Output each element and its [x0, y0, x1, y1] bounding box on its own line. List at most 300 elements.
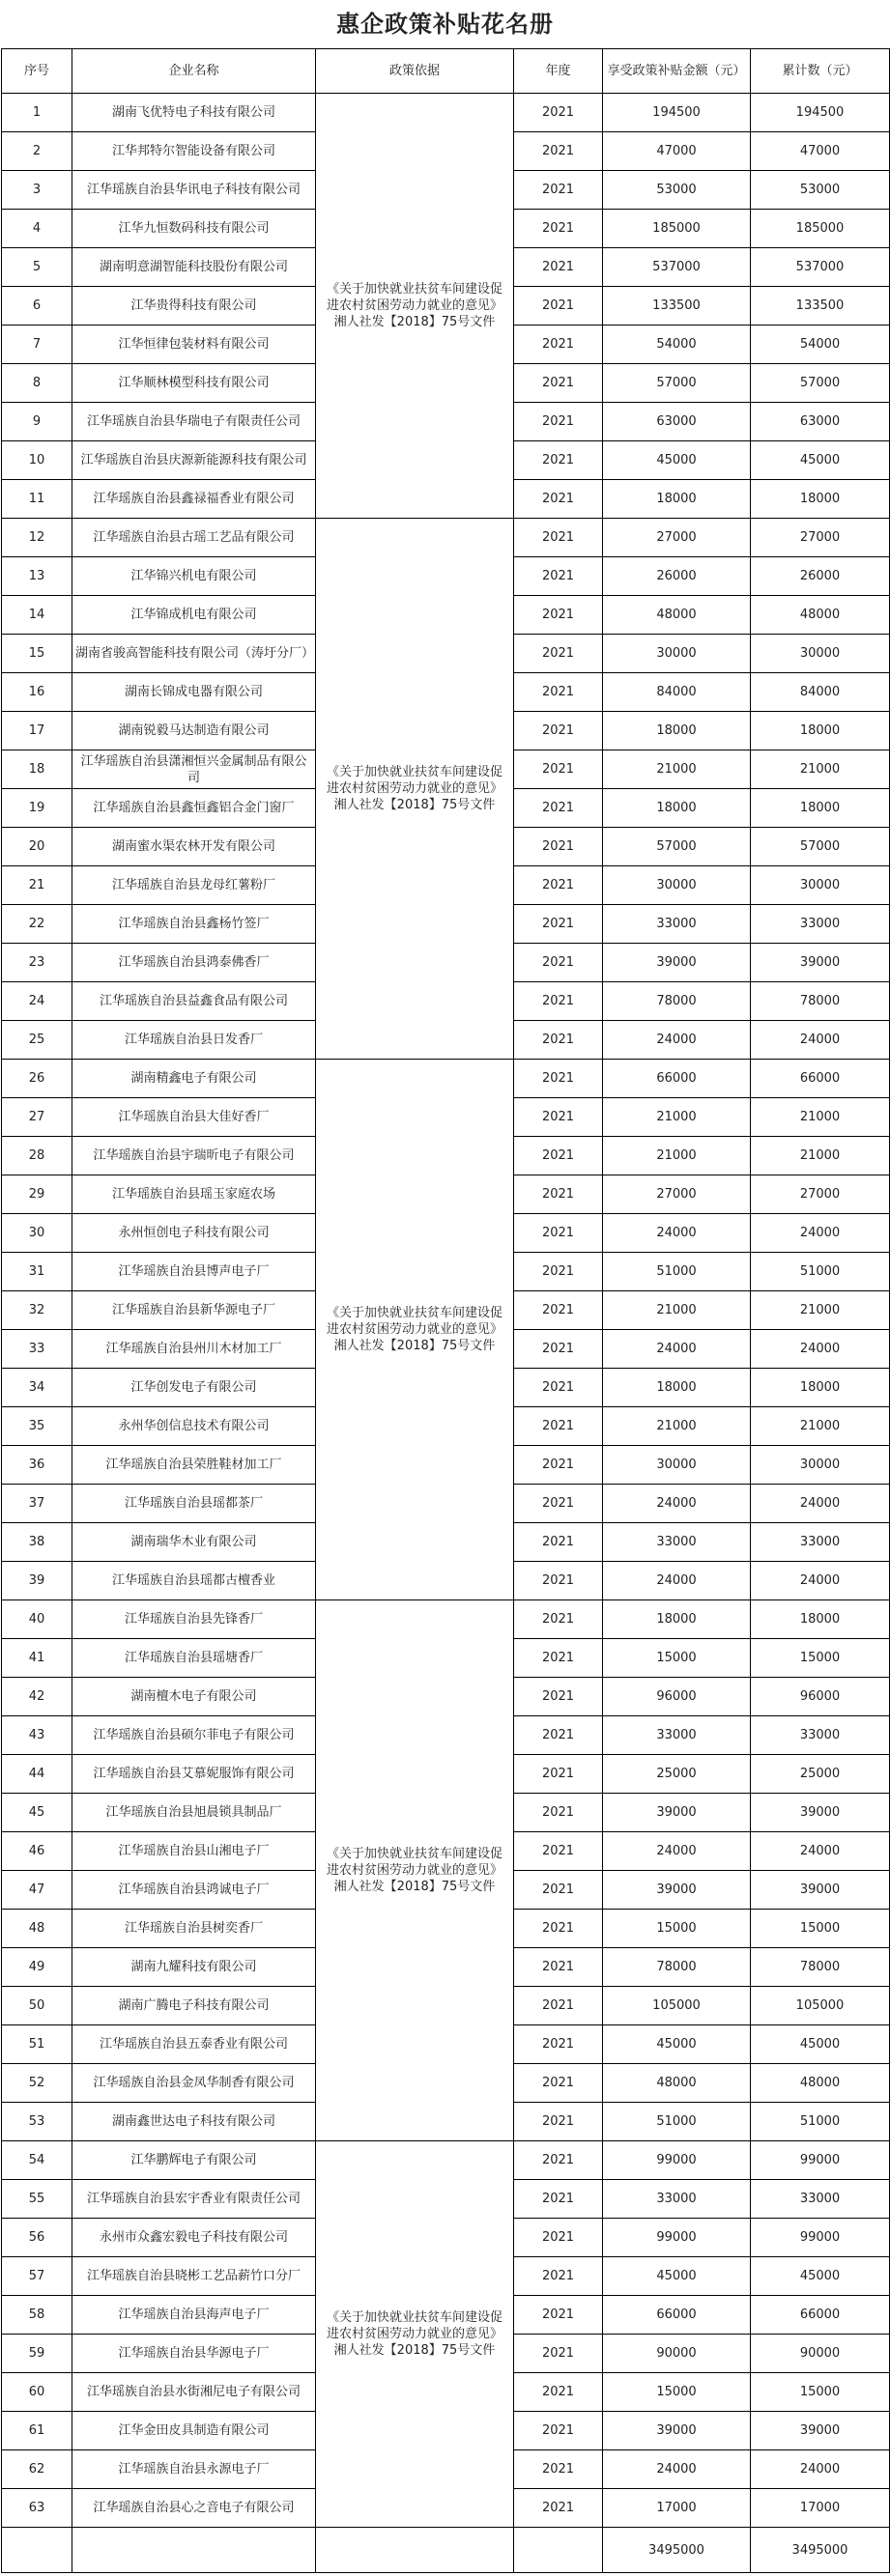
subsidy-amount-cell: 24000	[603, 1021, 751, 1060]
seq-cell: 23	[2, 944, 72, 982]
seq-cell: 17	[2, 712, 72, 750]
seq-cell: 6	[2, 287, 72, 326]
cumulative-amount-cell: 24000	[751, 1021, 890, 1060]
cumulative-amount-cell: 24000	[751, 1832, 890, 1871]
company-name-cell: 江华瑶族自治县山湘电子厂	[72, 1832, 316, 1871]
subsidy-amount-cell: 39000	[603, 1794, 751, 1832]
seq-cell: 13	[2, 557, 72, 596]
company-name-cell: 湖南广腾电子科技有限公司	[72, 1987, 316, 2025]
company-name-cell: 湖南省骏高智能科技有限公司（涛圩分厂）	[72, 635, 316, 673]
cumulative-amount-cell: 15000	[751, 1639, 890, 1678]
table-row	[2, 1600, 890, 1639]
seq-cell: 22	[2, 905, 72, 944]
year-cell: 2021	[514, 2450, 603, 2489]
cumulative-amount-cell: 96000	[751, 1678, 890, 1716]
subsidy-roster-table	[1, 48, 890, 2573]
seq-cell: 15	[2, 635, 72, 673]
company-name-cell: 江华瑶族自治县瑶玉家庭农场	[72, 1175, 316, 1214]
year-cell: 2021	[514, 2412, 603, 2450]
year-cell: 2021	[514, 1214, 603, 1253]
seq-cell: 29	[2, 1175, 72, 1214]
total-policy-cell	[316, 2528, 514, 2573]
seq-cell: 57	[2, 2257, 72, 2296]
cumulative-amount-cell: 33000	[751, 1523, 890, 1562]
year-cell: 2021	[514, 326, 603, 364]
cumulative-amount-cell: 54000	[751, 326, 890, 364]
company-name-cell: 江华瑶族自治县博声电子厂	[72, 1253, 316, 1291]
subsidy-amount-cell: 45000	[603, 441, 751, 480]
subsidy-amount-cell: 18000	[603, 1369, 751, 1407]
year-cell: 2021	[514, 789, 603, 828]
year-cell: 2021	[514, 1060, 603, 1098]
seq-cell: 5	[2, 248, 72, 287]
subsidy-amount-cell: 96000	[603, 1678, 751, 1716]
cumulative-amount-cell: 84000	[751, 673, 890, 712]
seq-cell: 9	[2, 403, 72, 441]
cumulative-amount-cell: 133500	[751, 287, 890, 326]
cumulative-amount-cell: 30000	[751, 866, 890, 905]
cumulative-amount-cell: 99000	[751, 2141, 890, 2180]
subsidy-amount-cell: 54000	[603, 326, 751, 364]
table-total-row	[2, 2528, 890, 2573]
seq-cell: 21	[2, 866, 72, 905]
company-name-cell: 江华瑶族自治县水街湘尼电子有限公司	[72, 2373, 316, 2412]
cumulative-amount-cell: 63000	[751, 403, 890, 441]
subsidy-amount-cell: 33000	[603, 1523, 751, 1562]
cumulative-amount-cell: 39000	[751, 1871, 890, 1910]
subsidy-amount-cell: 51000	[603, 1253, 751, 1291]
seq-cell: 25	[2, 1021, 72, 1060]
company-name-cell: 江华瑶族自治县硕尔菲电子有限公司	[72, 1716, 316, 1755]
cumulative-amount-cell: 39000	[751, 2412, 890, 2450]
cumulative-amount-cell: 27000	[751, 1175, 890, 1214]
seq-cell: 47	[2, 1871, 72, 1910]
subsidy-amount-cell: 78000	[603, 982, 751, 1021]
seq-cell: 28	[2, 1137, 72, 1175]
cumulative-amount-cell: 18000	[751, 712, 890, 750]
cumulative-amount-cell: 24000	[751, 1330, 890, 1369]
company-name-cell: 湖南瑞华木业有限公司	[72, 1523, 316, 1562]
year-cell: 2021	[514, 2257, 603, 2296]
cumulative-amount-cell: 194500	[751, 94, 890, 132]
seq-cell: 33	[2, 1330, 72, 1369]
year-cell: 2021	[514, 1716, 603, 1755]
cumulative-amount-cell: 30000	[751, 1446, 890, 1485]
cumulative-amount-cell: 45000	[751, 2257, 890, 2296]
seq-cell: 12	[2, 519, 72, 557]
year-cell: 2021	[514, 1021, 603, 1060]
year-cell: 2021	[514, 1794, 603, 1832]
seq-cell: 1	[2, 94, 72, 132]
seq-cell: 35	[2, 1407, 72, 1446]
year-cell: 2021	[514, 596, 603, 635]
cumulative-amount-cell: 33000	[751, 905, 890, 944]
year-cell: 2021	[514, 1948, 603, 1987]
company-name-cell: 江华瑶族自治县心之音电子有限公司	[72, 2489, 316, 2528]
subsidy-amount-cell: 15000	[603, 2373, 751, 2412]
subsidy-amount-cell: 26000	[603, 557, 751, 596]
subsidy-amount-cell: 30000	[603, 635, 751, 673]
company-name-cell: 永州华创信息技术有限公司	[72, 1407, 316, 1446]
year-cell: 2021	[514, 1137, 603, 1175]
year-cell: 2021	[514, 1407, 603, 1446]
company-name-cell: 江华瑶族自治县鑫杨竹签厂	[72, 905, 316, 944]
seq-cell: 7	[2, 326, 72, 364]
subsidy-amount-cell: 18000	[603, 712, 751, 750]
cumulative-amount-cell: 99000	[751, 2219, 890, 2257]
cumulative-amount-cell: 21000	[751, 1407, 890, 1446]
company-name-cell: 江华瑶族自治县瑶塘香厂	[72, 1639, 316, 1678]
cumulative-amount-cell: 48000	[751, 2064, 890, 2103]
year-cell: 2021	[514, 2219, 603, 2257]
subsidy-amount-cell: 90000	[603, 2335, 751, 2373]
seq-cell: 49	[2, 1948, 72, 1987]
year-cell: 2021	[514, 905, 603, 944]
subsidy-amount-cell: 84000	[603, 673, 751, 712]
cumulative-amount-cell: 66000	[751, 2296, 890, 2335]
subsidy-amount-cell: 18000	[603, 480, 751, 519]
subsidy-amount-cell: 194500	[603, 94, 751, 132]
subsidy-amount-cell: 39000	[603, 944, 751, 982]
seq-cell: 41	[2, 1639, 72, 1678]
table-row	[2, 2141, 890, 2180]
company-name-cell: 江华瑶族自治县海声电子厂	[72, 2296, 316, 2335]
seq-cell: 34	[2, 1369, 72, 1407]
seq-cell: 51	[2, 2025, 72, 2064]
company-name-cell: 江华瑶族自治县新华源电子厂	[72, 1291, 316, 1330]
company-name-cell: 江华瑶族自治县宇瑞昕电子有限公司	[72, 1137, 316, 1175]
seq-cell: 62	[2, 2450, 72, 2489]
seq-cell: 8	[2, 364, 72, 403]
subsidy-amount-cell: 105000	[603, 1987, 751, 2025]
cumulative-amount-cell: 39000	[751, 1794, 890, 1832]
seq-cell: 63	[2, 2489, 72, 2528]
seq-cell: 36	[2, 1446, 72, 1485]
cumulative-amount-cell: 47000	[751, 132, 890, 171]
subsidy-amount-cell: 24000	[603, 1485, 751, 1523]
subsidy-amount-cell: 33000	[603, 1716, 751, 1755]
subsidy-amount-cell: 21000	[603, 750, 751, 789]
cumulative-amount-cell: 30000	[751, 635, 890, 673]
cumulative-amount-cell: 17000	[751, 2489, 890, 2528]
seq-cell: 31	[2, 1253, 72, 1291]
seq-cell: 61	[2, 2412, 72, 2450]
company-name-cell: 江华瑶族自治县龙母红薯粉厂	[72, 866, 316, 905]
header-policy: 政策依据	[316, 49, 514, 94]
year-cell: 2021	[514, 2103, 603, 2141]
year-cell: 2021	[514, 750, 603, 789]
year-cell: 2021	[514, 1562, 603, 1600]
seq-cell: 43	[2, 1716, 72, 1755]
subsidy-amount-cell: 57000	[603, 828, 751, 866]
total-cumulative-cell: 3495000	[751, 2528, 890, 2573]
subsidy-amount-cell: 21000	[603, 1137, 751, 1175]
company-name-cell: 江华瑶族自治县鑫禄福香业有限公司	[72, 480, 316, 519]
seq-cell: 53	[2, 2103, 72, 2141]
subsidy-amount-cell: 17000	[603, 2489, 751, 2528]
subsidy-amount-cell: 21000	[603, 1098, 751, 1137]
company-name-cell: 江华瑶族自治县潇湘恒兴金属制品有限公司	[72, 750, 316, 789]
seq-cell: 14	[2, 596, 72, 635]
seq-cell: 44	[2, 1755, 72, 1794]
seq-cell: 18	[2, 750, 72, 789]
company-name-cell: 江华瑶族自治县先锋香厂	[72, 1600, 316, 1639]
policy-basis-cell: 《关于加快就业扶贫车间建设促进农村贫困劳动力就业的意见》湘人社发【2018】75号文件	[316, 94, 514, 519]
company-name-cell: 江华瑶族自治县金凤华制香有限公司	[72, 2064, 316, 2103]
year-cell: 2021	[514, 364, 603, 403]
company-name-cell: 江华瑶族自治县艾慕妮服饰有限公司	[72, 1755, 316, 1794]
year-cell: 2021	[514, 132, 603, 171]
company-name-cell: 江华瑶族自治县华瑞电子有限责任公司	[72, 403, 316, 441]
cumulative-amount-cell: 48000	[751, 596, 890, 635]
header-year: 年度	[514, 49, 603, 94]
cumulative-amount-cell: 21000	[751, 1098, 890, 1137]
subsidy-amount-cell: 27000	[603, 1175, 751, 1214]
seq-cell: 48	[2, 1910, 72, 1948]
subsidy-amount-cell: 24000	[603, 1214, 751, 1253]
year-cell: 2021	[514, 1485, 603, 1523]
subsidy-amount-cell: 63000	[603, 403, 751, 441]
total-year-cell	[514, 2528, 603, 2573]
cumulative-amount-cell: 21000	[751, 1137, 890, 1175]
seq-cell: 26	[2, 1060, 72, 1098]
company-name-cell: 江华瑶族自治县益鑫食品有限公司	[72, 982, 316, 1021]
company-name-cell: 永州市众鑫宏毅电子科技有限公司	[72, 2219, 316, 2257]
cumulative-amount-cell: 21000	[751, 750, 890, 789]
table-row	[2, 94, 890, 132]
seq-cell: 46	[2, 1832, 72, 1871]
company-name-cell: 江华瑶族自治县旭晨锁具制品厂	[72, 1794, 316, 1832]
cumulative-amount-cell: 39000	[751, 944, 890, 982]
year-cell: 2021	[514, 557, 603, 596]
company-name-cell: 江华瑶族自治县荣胜鞋材加工厂	[72, 1446, 316, 1485]
table-row	[2, 1060, 890, 1098]
cumulative-amount-cell: 66000	[751, 1060, 890, 1098]
company-name-cell: 江华瑶族自治县晓彬工艺品薪竹口分厂	[72, 2257, 316, 2296]
policy-basis-cell: 《关于加快就业扶贫车间建设促进农村贫困劳动力就业的意见》湘人社发【2018】75号文件	[316, 1600, 514, 2141]
company-name-cell: 江华瑶族自治县树奕香厂	[72, 1910, 316, 1948]
seq-cell: 27	[2, 1098, 72, 1137]
year-cell: 2021	[514, 1832, 603, 1871]
subsidy-amount-cell: 25000	[603, 1755, 751, 1794]
subsidy-amount-cell: 133500	[603, 287, 751, 326]
year-cell: 2021	[514, 94, 603, 132]
company-name-cell: 江华创发电子有限公司	[72, 1369, 316, 1407]
year-cell: 2021	[514, 2296, 603, 2335]
cumulative-amount-cell: 105000	[751, 1987, 890, 2025]
company-name-cell: 永州恒创电子科技有限公司	[72, 1214, 316, 1253]
cumulative-amount-cell: 33000	[751, 1716, 890, 1755]
seq-cell: 16	[2, 673, 72, 712]
company-name-cell: 湖南檀木电子有限公司	[72, 1678, 316, 1716]
cumulative-amount-cell: 24000	[751, 1562, 890, 1600]
subsidy-amount-cell: 24000	[603, 2450, 751, 2489]
year-cell: 2021	[514, 2025, 603, 2064]
year-cell: 2021	[514, 1330, 603, 1369]
cumulative-amount-cell: 51000	[751, 2103, 890, 2141]
cumulative-amount-cell: 15000	[751, 2373, 890, 2412]
year-cell: 2021	[514, 673, 603, 712]
cumulative-amount-cell: 57000	[751, 364, 890, 403]
subsidy-amount-cell: 51000	[603, 2103, 751, 2141]
cumulative-amount-cell: 33000	[751, 2180, 890, 2219]
seq-cell: 45	[2, 1794, 72, 1832]
subsidy-amount-cell: 30000	[603, 1446, 751, 1485]
seq-cell: 40	[2, 1600, 72, 1639]
year-cell: 2021	[514, 1369, 603, 1407]
year-cell: 2021	[514, 2489, 603, 2528]
policy-basis-cell: 《关于加快就业扶贫车间建设促进农村贫困劳动力就业的意见》湘人社发【2018】75号文件	[316, 519, 514, 1060]
cumulative-amount-cell: 57000	[751, 828, 890, 866]
subsidy-amount-cell: 21000	[603, 1407, 751, 1446]
subsidy-amount-cell: 66000	[603, 2296, 751, 2335]
cumulative-amount-cell: 78000	[751, 1948, 890, 1987]
year-cell: 2021	[514, 210, 603, 248]
seq-cell: 37	[2, 1485, 72, 1523]
subsidy-amount-cell: 24000	[603, 1330, 751, 1369]
company-name-cell: 江华瑶族自治县瑶都茶厂	[72, 1485, 316, 1523]
subsidy-amount-cell: 27000	[603, 519, 751, 557]
table-body	[2, 94, 890, 2528]
company-name-cell: 湖南蜜水渠农林开发有限公司	[72, 828, 316, 866]
seq-cell: 60	[2, 2373, 72, 2412]
company-name-cell: 江华瑶族自治县庆源新能源科技有限公司	[72, 441, 316, 480]
company-name-cell: 江华瑶族自治县鑫恒鑫铝合金门窗厂	[72, 789, 316, 828]
company-name-cell: 湖南鑫世达电子科技有限公司	[72, 2103, 316, 2141]
company-name-cell: 江华金田皮具制造有限公司	[72, 2412, 316, 2450]
company-name-cell: 江华恒律包装材料有限公司	[72, 326, 316, 364]
header-company: 企业名称	[72, 49, 316, 94]
company-name-cell: 江华贵得科技有限公司	[72, 287, 316, 326]
seq-cell: 56	[2, 2219, 72, 2257]
company-name-cell: 湖南九耀科技有限公司	[72, 1948, 316, 1987]
table-header-row	[2, 49, 890, 94]
cumulative-amount-cell: 24000	[751, 1485, 890, 1523]
subsidy-amount-cell: 39000	[603, 2412, 751, 2450]
header-cumulative: 累计数（元）	[751, 49, 890, 94]
year-cell: 2021	[514, 519, 603, 557]
year-cell: 2021	[514, 2064, 603, 2103]
cumulative-amount-cell: 90000	[751, 2335, 890, 2373]
subsidy-amount-cell: 66000	[603, 1060, 751, 1098]
seq-cell: 19	[2, 789, 72, 828]
cumulative-amount-cell: 15000	[751, 1910, 890, 1948]
company-name-cell: 江华瑶族自治县州川木材加工厂	[72, 1330, 316, 1369]
header-seq: 序号	[2, 49, 72, 94]
cumulative-amount-cell: 53000	[751, 171, 890, 210]
cumulative-amount-cell: 45000	[751, 441, 890, 480]
seq-cell: 10	[2, 441, 72, 480]
year-cell: 2021	[514, 1175, 603, 1214]
year-cell: 2021	[514, 1098, 603, 1137]
cumulative-amount-cell: 18000	[751, 1600, 890, 1639]
seq-cell: 30	[2, 1214, 72, 1253]
company-name-cell: 江华瑶族自治县日发香厂	[72, 1021, 316, 1060]
company-name-cell: 江华瑶族自治县瑶都古檀香业	[72, 1562, 316, 1600]
subsidy-amount-cell: 537000	[603, 248, 751, 287]
year-cell: 2021	[514, 944, 603, 982]
table-row	[2, 519, 890, 557]
seq-cell: 3	[2, 171, 72, 210]
year-cell: 2021	[514, 1639, 603, 1678]
company-name-cell: 江华瑶族自治县华源电子厂	[72, 2335, 316, 2373]
subsidy-amount-cell: 15000	[603, 1639, 751, 1678]
cumulative-amount-cell: 25000	[751, 1755, 890, 1794]
subsidy-amount-cell: 53000	[603, 171, 751, 210]
year-cell: 2021	[514, 441, 603, 480]
cumulative-amount-cell: 26000	[751, 557, 890, 596]
subsidy-amount-cell: 33000	[603, 2180, 751, 2219]
total-seq-cell	[2, 2528, 72, 2573]
year-cell: 2021	[514, 1678, 603, 1716]
year-cell: 2021	[514, 1253, 603, 1291]
year-cell: 2021	[514, 2141, 603, 2180]
cumulative-amount-cell: 45000	[751, 2025, 890, 2064]
company-name-cell: 江华瑶族自治县大佳好香厂	[72, 1098, 316, 1137]
company-name-cell: 江华瑶族自治县五泰香业有限公司	[72, 2025, 316, 2064]
company-name-cell: 湖南锐毅马达制造有限公司	[72, 712, 316, 750]
header-amount: 享受政策补贴金额（元）	[603, 49, 751, 94]
cumulative-amount-cell: 24000	[751, 2450, 890, 2489]
year-cell: 2021	[514, 403, 603, 441]
seq-cell: 20	[2, 828, 72, 866]
seq-cell: 55	[2, 2180, 72, 2219]
cumulative-amount-cell: 537000	[751, 248, 890, 287]
subsidy-amount-cell: 21000	[603, 1291, 751, 1330]
cumulative-amount-cell: 51000	[751, 1253, 890, 1291]
year-cell: 2021	[514, 1523, 603, 1562]
subsidy-amount-cell: 45000	[603, 2025, 751, 2064]
company-name-cell: 江华瑶族自治县鸿泰佛香厂	[72, 944, 316, 982]
subsidy-amount-cell: 99000	[603, 2141, 751, 2180]
cumulative-amount-cell: 21000	[751, 1291, 890, 1330]
year-cell: 2021	[514, 712, 603, 750]
seq-cell: 11	[2, 480, 72, 519]
year-cell: 2021	[514, 828, 603, 866]
company-name-cell: 江华瑶族自治县华讯电子科技有限公司	[72, 171, 316, 210]
year-cell: 2021	[514, 1871, 603, 1910]
company-name-cell: 江华瑶族自治县永源电子厂	[72, 2450, 316, 2489]
year-cell: 2021	[514, 248, 603, 287]
cumulative-amount-cell: 18000	[751, 789, 890, 828]
seq-cell: 58	[2, 2296, 72, 2335]
total-company-cell	[72, 2528, 316, 2573]
cumulative-amount-cell: 78000	[751, 982, 890, 1021]
year-cell: 2021	[514, 480, 603, 519]
subsidy-amount-cell: 39000	[603, 1871, 751, 1910]
subsidy-amount-cell: 18000	[603, 1600, 751, 1639]
subsidy-amount-cell: 57000	[603, 364, 751, 403]
company-name-cell: 江华瑶族自治县宏宇香业有限责任公司	[72, 2180, 316, 2219]
year-cell: 2021	[514, 866, 603, 905]
subsidy-amount-cell: 45000	[603, 2257, 751, 2296]
company-name-cell: 江华瑶族自治县古瑶工艺品有限公司	[72, 519, 316, 557]
subsidy-amount-cell: 24000	[603, 1832, 751, 1871]
company-name-cell: 湖南明意湖智能科技股份有限公司	[72, 248, 316, 287]
cumulative-amount-cell: 18000	[751, 1369, 890, 1407]
company-name-cell: 江华九恒数码科技有限公司	[72, 210, 316, 248]
seq-cell: 54	[2, 2141, 72, 2180]
year-cell: 2021	[514, 1446, 603, 1485]
year-cell: 2021	[514, 287, 603, 326]
seq-cell: 4	[2, 210, 72, 248]
cumulative-amount-cell: 27000	[751, 519, 890, 557]
year-cell: 2021	[514, 982, 603, 1021]
company-name-cell: 江华邦特尔智能设备有限公司	[72, 132, 316, 171]
seq-cell: 38	[2, 1523, 72, 1562]
company-name-cell: 湖南飞优特电子科技有限公司	[72, 94, 316, 132]
cumulative-amount-cell: 18000	[751, 480, 890, 519]
